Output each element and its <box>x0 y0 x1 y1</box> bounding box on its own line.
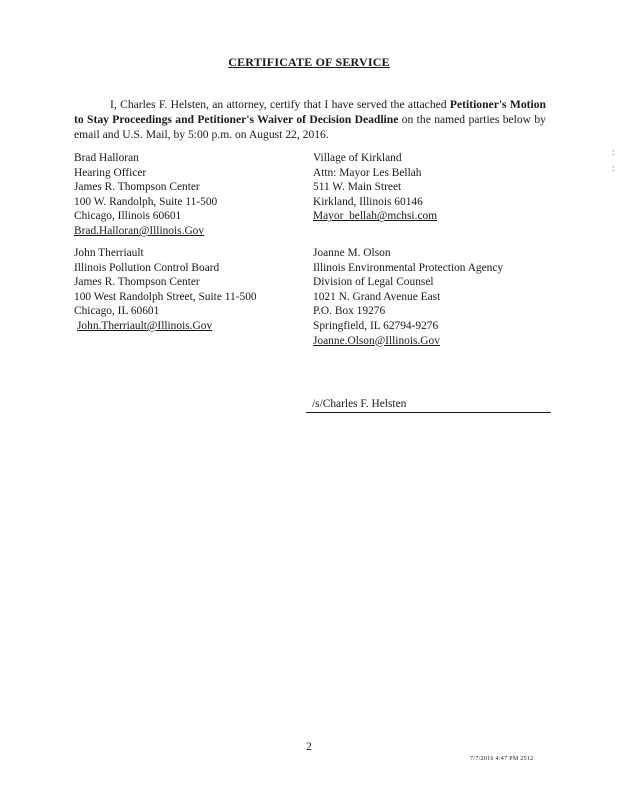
page-number: 2 <box>306 741 312 753</box>
party-line: 100 West Randolph Street, Suite 11-500 <box>74 290 257 303</box>
party-line: Chicago, IL 60601 <box>74 305 160 318</box>
margin-mark: : <box>612 147 615 157</box>
party-village-of-kirkland <box>313 151 437 224</box>
party-line: 100 W. Randolph, Suite 11-500 <box>74 195 218 208</box>
party-line: 1021 N. Grand Avenue East <box>313 290 441 303</box>
party-line: Illinois Pollution Control Board <box>74 261 220 274</box>
party-pollution-control-board <box>74 246 257 334</box>
party-line: Division of Legal Counsel <box>313 276 434 289</box>
party-line: Chicago, Illinois 60601 <box>74 210 182 223</box>
party-line: Attn: Mayor Les Bellah <box>313 166 422 179</box>
party-line: Hearing Officer <box>74 166 147 179</box>
intro-text-2: on the named parties below by email and U.S. Mail, by 5:00 p.m. on August 22, 2016. <box>74 113 546 141</box>
document-id-footer: 7/7/2016 4:47 PM 2512 <box>470 756 534 762</box>
party-email-link[interactable]: Brad.Halloran@Illinois.Gov <box>74 224 205 237</box>
intro-document-names: Petitioner's Motion to Stay Proceedings and Petitioner's Waiver of Decision Deadline <box>74 98 546 126</box>
party-line: Kirkland, Illinois 60146 <box>313 195 423 208</box>
party-line: Brad Halloran <box>74 152 139 164</box>
intro-text-1: I, Charles F. Helsten, an attorney, certify that I have served the attached <box>110 98 450 111</box>
party-email-link[interactable]: Joanne.Olson@Illinois.Gov <box>313 334 440 347</box>
party-line: John Therriault <box>74 247 144 259</box>
party-line: Springfield, IL 62794-9276 <box>313 319 439 332</box>
party-email-link[interactable]: John.Therriault@Illinois.Gov <box>77 319 213 332</box>
certification-paragraph <box>74 97 546 142</box>
party-line: Joanne M. Olson <box>313 247 391 259</box>
party-line: P.O. Box 19276 <box>313 305 386 318</box>
margin-mark: : <box>612 163 615 173</box>
party-line: Illinois Environmental Protection Agency <box>313 261 504 274</box>
party-line: 511 W. Main Street <box>313 181 402 194</box>
party-hearing-officer <box>74 151 217 239</box>
party-line: James R. Thompson Center <box>74 181 200 194</box>
signature-line <box>306 412 551 413</box>
signature-text: /s/Charles F. Helsten <box>312 398 407 410</box>
document-title: CERTIFICATE OF SERVICE <box>228 55 390 69</box>
party-email-link[interactable]: Mayor_bellah@mchsi.com <box>313 210 438 223</box>
party-line: Village of Kirkland <box>313 152 402 164</box>
party-illinois-epa <box>313 246 503 348</box>
party-line: James R. Thompson Center <box>74 276 200 289</box>
